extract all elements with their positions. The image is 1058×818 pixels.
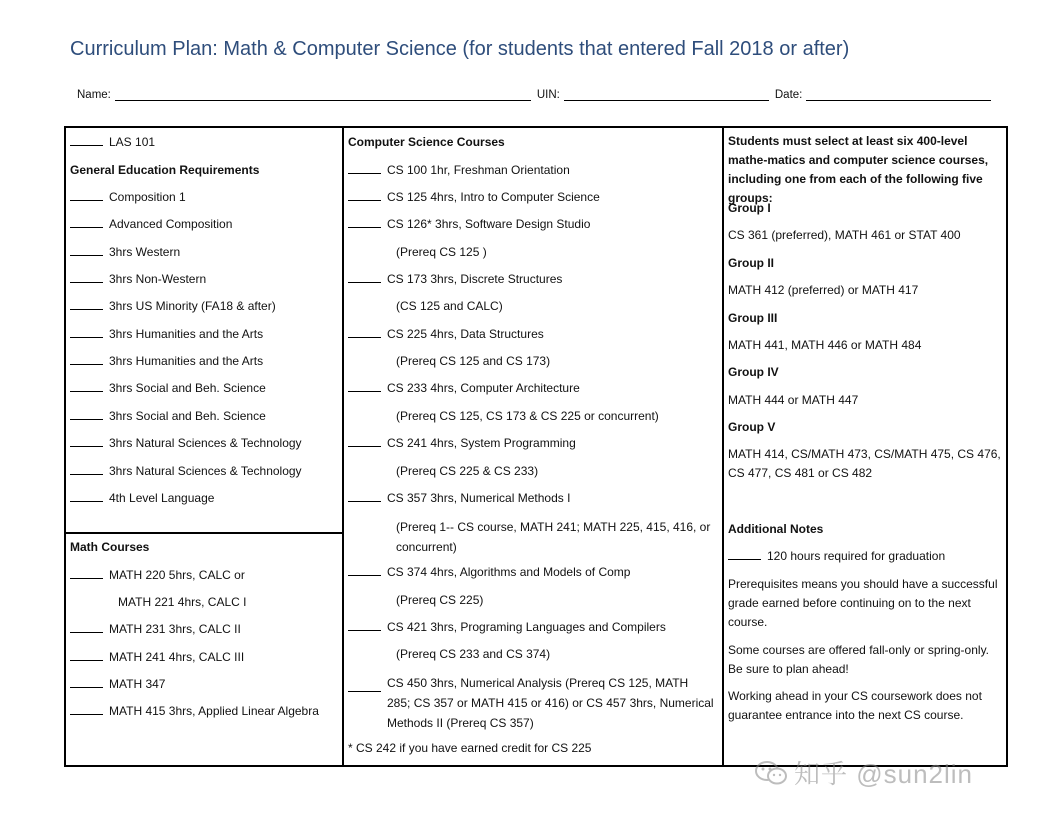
checkbox-line[interactable] [348, 271, 381, 283]
checklist-item: 3hrs Humanities and the Arts [70, 353, 338, 369]
checkbox-line[interactable] [70, 380, 103, 392]
note-text: Prerequisites means you should have a successful grade earned before continuing on to the next course. [728, 577, 998, 629]
checkbox-line[interactable] [70, 134, 103, 146]
cs-heading: Computer Science Courses [348, 135, 505, 149]
uin-label: UIN: [536, 89, 560, 101]
checklist-item: 3hrs US Minority (FA18 & after) [70, 298, 338, 314]
checkbox-line[interactable] [348, 435, 381, 447]
notes-heading: Additional Notes [728, 522, 824, 536]
checklist-item: LAS 101 [70, 134, 338, 150]
wechat-icon [754, 759, 788, 787]
checklist-item: 3hrs Humanities and the Arts [70, 326, 338, 342]
checkbox-line[interactable] [70, 408, 103, 420]
checkbox-line[interactable] [70, 621, 103, 633]
checklist-item: CS 357 3hrs, Numerical Methods I [348, 490, 720, 506]
group-heading: Group II [728, 256, 774, 270]
checklist-item: CS 233 4hrs, Computer Architecture [348, 380, 720, 396]
gen-ed-column [66, 128, 342, 765]
prereq-note: (Prereq CS 125, CS 173 & CS 225 or concurrent) [396, 409, 659, 423]
checkbox-line[interactable] [70, 463, 103, 475]
checkbox-line[interactable] [348, 680, 381, 692]
checklist-item: MATH 231 3hrs, CALC II [70, 621, 338, 637]
checkbox-line[interactable] [348, 162, 381, 174]
checkbox-line[interactable] [70, 189, 103, 201]
group-courses: MATH 444 or MATH 447 [728, 393, 859, 407]
group-intro: Students must select at least six 400-level mathe-matics and computer science courses, including one from each of the following five groups: [728, 134, 989, 205]
name-field[interactable] [115, 88, 531, 101]
checkbox-line[interactable] [348, 380, 381, 392]
checklist-item: 3hrs Natural Sciences & Technology [70, 463, 338, 479]
checkbox-line[interactable] [70, 676, 103, 688]
checkbox-line[interactable] [70, 703, 103, 715]
prereq-note: (Prereq CS 225) [396, 593, 484, 607]
checklist-item: 120 hours required for graduation [728, 547, 1004, 566]
math-heading: Math Courses [70, 540, 150, 554]
watermark [754, 754, 973, 791]
note-text: Working ahead in your CS coursework does not guarantee entrance into the next CS course. [728, 689, 982, 722]
prereq-note: (CS 125 and CALC) [396, 299, 503, 313]
checklist-item: CS 125 4hrs, Intro to Computer Science [348, 189, 720, 205]
checkbox-line[interactable] [70, 326, 103, 338]
curriculum-table [64, 126, 1008, 767]
checkbox-line[interactable] [348, 490, 381, 502]
checkbox-line[interactable] [728, 548, 761, 560]
requirements-column [722, 128, 1008, 765]
checkbox-line[interactable] [348, 564, 381, 576]
checklist-item: MATH 241 4hrs, CALC III [70, 649, 338, 665]
checklist-item: MATH 220 5hrs, CALC or [70, 567, 338, 583]
checklist-item: CS 126* 3hrs, Software Design Studio [348, 216, 720, 232]
group-heading: Group V [728, 420, 776, 434]
gen-ed-heading: General Education Requirements [70, 163, 260, 177]
page-title: Curriculum Plan: Math & Computer Science (for students that entered Fall 2018 or after) [70, 38, 850, 60]
checkbox-line[interactable] [70, 216, 103, 228]
checkbox-line[interactable] [70, 567, 103, 579]
checkbox-line[interactable] [70, 244, 103, 256]
prereq-note: (Prereq CS 225 & CS 233) [396, 464, 539, 478]
uin-field[interactable] [564, 88, 769, 101]
checklist-item: 4th Level Language [70, 490, 338, 506]
checklist-item: 3hrs Natural Sciences & Technology [70, 435, 338, 451]
checklist-item: Composition 1 [70, 189, 338, 205]
checklist-subitem: MATH 221 4hrs, CALC I [118, 595, 247, 609]
checklist-item: CS 100 1hr, Freshman Orientation [348, 162, 720, 178]
checkbox-line[interactable] [70, 353, 103, 365]
checklist-item: CS 374 4hrs, Algorithms and Models of Comp [348, 564, 720, 580]
group-heading: Group IV [728, 365, 779, 379]
date-field[interactable] [806, 88, 991, 101]
checkbox-line[interactable] [70, 271, 103, 283]
checklist-item: Advanced Composition [70, 216, 338, 232]
checklist-item: MATH 415 3hrs, Applied Linear Algebra [70, 703, 338, 719]
prereq-note: (Prereq CS 233 and CS 374) [396, 647, 551, 661]
cs-courses-column [342, 128, 724, 765]
group-courses: MATH 441, MATH 446 or MATH 484 [728, 338, 922, 352]
checklist-item: MATH 347 [70, 676, 338, 692]
checkbox-line[interactable] [348, 189, 381, 201]
checkbox-line[interactable] [348, 216, 381, 228]
section-divider [66, 532, 342, 534]
prereq-note: (Prereq 1-- CS course, MATH 241; MATH 225, 415, 416, or concurrent) [396, 520, 711, 554]
checklist-item: CS 241 4hrs, System Programming [348, 435, 720, 451]
checkbox-line[interactable] [348, 619, 381, 631]
prereq-note: (Prereq CS 125 and CS 173) [396, 354, 551, 368]
group-courses: CS 361 (preferred), MATH 461 or STAT 400 [728, 228, 961, 242]
checklist-item: CS 173 3hrs, Discrete Structures [348, 271, 720, 287]
watermark-text: 知乎 @sun2lin [794, 759, 974, 789]
prereq-note: (Prereq CS 125 ) [396, 245, 487, 259]
group-heading: Group III [728, 311, 778, 325]
checklist-item: CS 225 4hrs, Data Structures [348, 326, 720, 342]
footnote: * CS 242 if you have earned credit for CS 225 [348, 741, 592, 755]
name-label: Name: [77, 89, 111, 101]
checkbox-line[interactable] [70, 298, 103, 310]
checklist-item: 3hrs Social and Beh. Science [70, 408, 338, 424]
checkbox-line[interactable] [70, 435, 103, 447]
date-label: Date: [774, 89, 803, 101]
checklist-item: CS 450 3hrs, Numerical Analysis (Prereq CS 125, MATH 285; CS 357 or MATH 415 or 416) or CS 457 3hrs, Numerical Methods II (Prereq CS 357) [348, 673, 714, 733]
group-courses: MATH 412 (preferred) or MATH 417 [728, 283, 919, 297]
checklist-item: 3hrs Social and Beh. Science [70, 380, 338, 396]
checklist-item: CS 421 3hrs, Programing Languages and Compilers [348, 619, 720, 635]
group-courses: MATH 414, CS/MATH 473, CS/MATH 475, CS 476, CS 477, CS 481 or CS 482 [728, 447, 1001, 480]
group-heading: Group I [728, 201, 771, 215]
checkbox-line[interactable] [70, 649, 103, 661]
checkbox-line[interactable] [70, 490, 103, 502]
note-text: Some courses are offered fall-only or spring-only. Be sure to plan ahead! [728, 643, 990, 676]
checkbox-line[interactable] [348, 326, 381, 338]
checklist-item: 3hrs Non-Western [70, 271, 338, 287]
checklist-item: 3hrs Western [70, 244, 338, 260]
student-info-row [77, 88, 1004, 101]
